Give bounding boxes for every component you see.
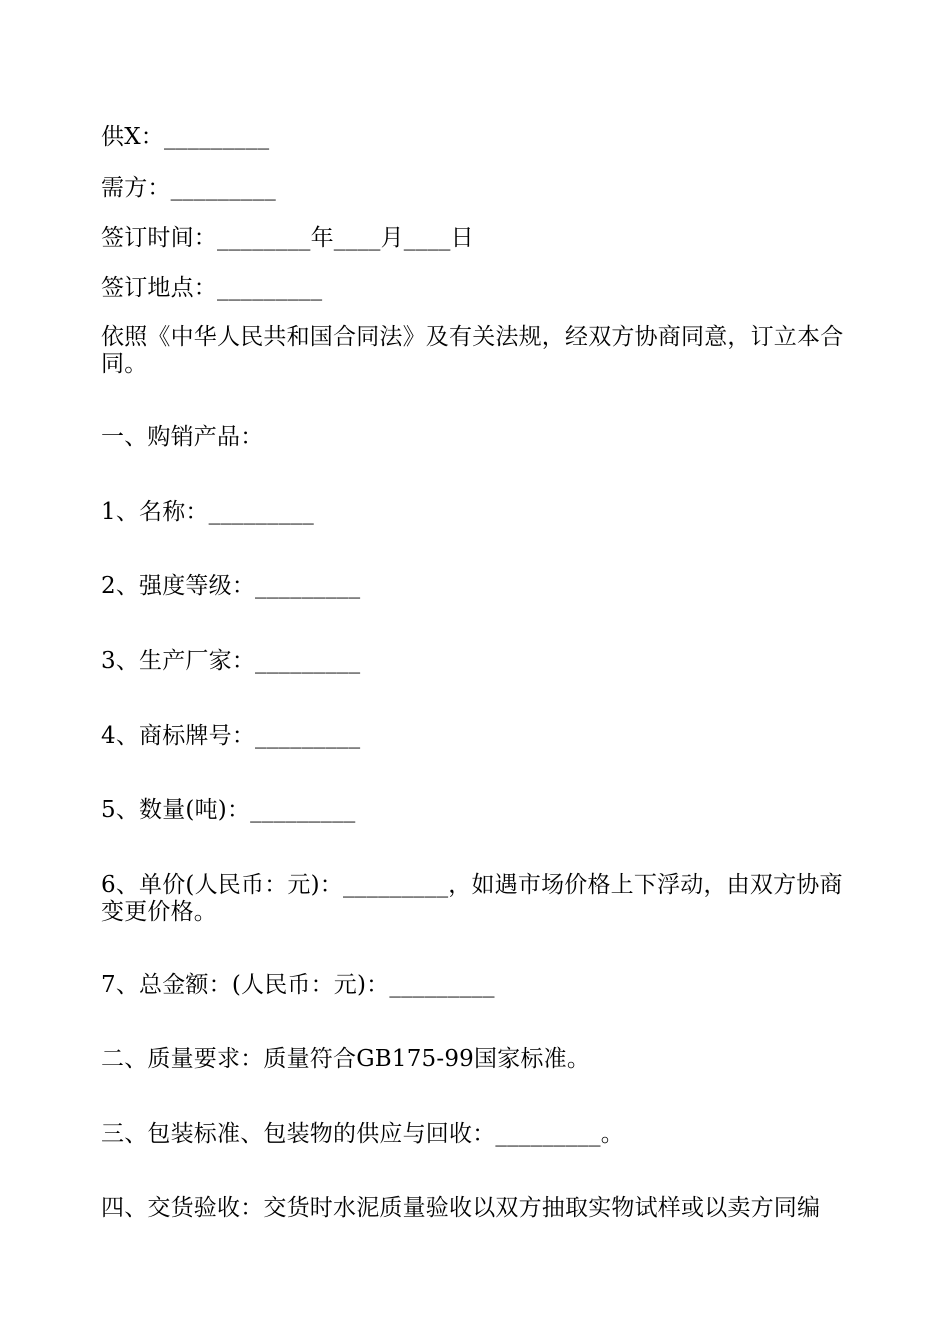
signing-place-field: 签订地点：_________ [101,275,323,301]
total-amount-field: 7、总金额：(人民币：元)：_________ [101,972,495,998]
strength-grade-field: 2、强度等级：_________ [101,573,361,599]
delivery-acceptance-clause: 四、交货验收：交货时水泥质量验收以双方抽取实物试样或以卖方同编 [101,1195,821,1221]
section-heading-products: 一、购销产品： [101,424,264,450]
product-name-field: 1、名称：_________ [101,499,314,525]
packaging-clause: 三、包装标准、包装物的供应与回收：_________。 [101,1121,624,1147]
buyer-field: 需方：_________ [101,175,276,201]
manufacturer-field: 3、生产厂家：_________ [101,648,361,674]
supplier-field: 供X：_________ [101,124,270,150]
signing-date-field: 签订时间：________年____月____日 [101,225,474,251]
trademark-field: 4、商标牌号：_________ [101,723,361,749]
preamble-paragraph: 依照《中华人民共和国合同法》及有关法规，经双方协商同意，订立本合同。 [101,324,844,377]
quality-requirement-clause: 二、质量要求：质量符合GB175-99国家标准。 [101,1046,591,1072]
quantity-field: 5、数量(吨)：_________ [101,797,356,823]
unit-price-paragraph: 6、单价(人民币：元)：_________，如遇市场价格上下浮动，由双方协商变更价格。 [101,872,843,925]
